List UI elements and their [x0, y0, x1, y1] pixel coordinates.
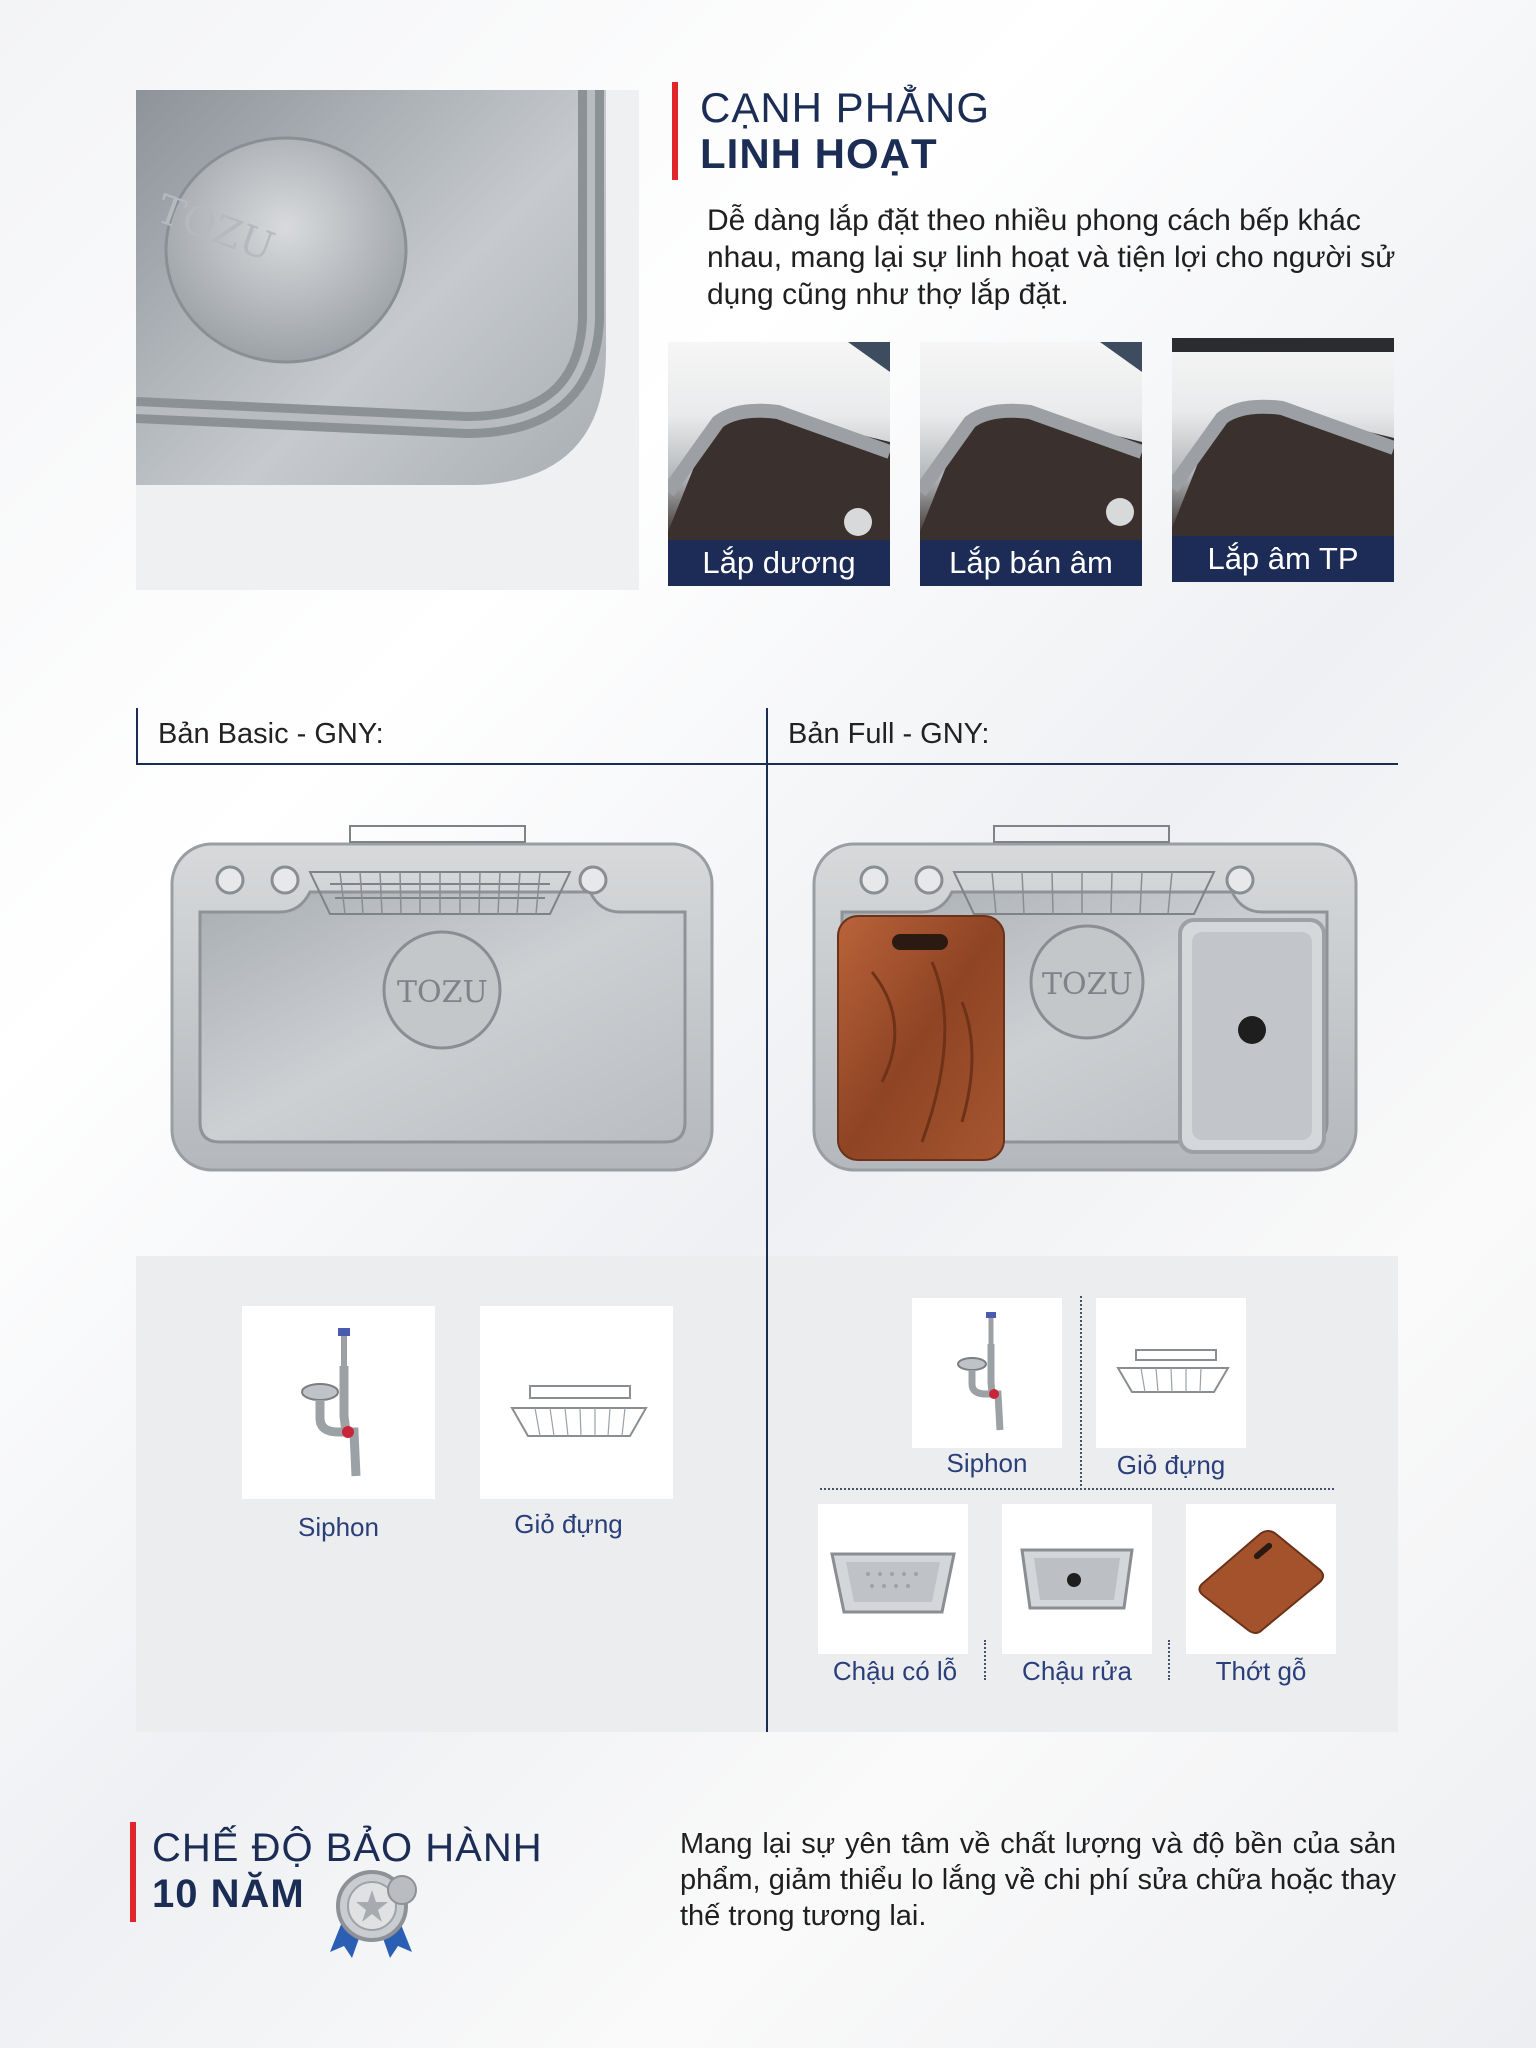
flat-edge-description: Dễ dàng lắp đặt theo nhiều phong cách bếp khác nhau, mang lại sự linh hoạt và tiện lợi cho người sử dụng cũng như thợ lắp đặt.: [707, 204, 1396, 311]
hero-sink-closeup-image: [136, 90, 639, 590]
basket-icon: [1096, 1298, 1246, 1448]
full-siphon-tile: [912, 1298, 1062, 1448]
full-siphon-label: Siphon: [946, 1448, 1028, 1478]
full-wash-basin-tile: [1002, 1504, 1152, 1654]
full-colander-label: Chậu có lỗ: [832, 1656, 958, 1686]
install-card-flush: [1172, 338, 1394, 582]
basic-basket-label: Giỏ đựng: [514, 1509, 623, 1539]
full-basket-tile: [1096, 1298, 1246, 1448]
full-cutting-board-label: Thớt gỗ: [1215, 1656, 1307, 1686]
basic-sink-image: [170, 822, 715, 1172]
sink-illustration: [812, 822, 1360, 1172]
basic-siphon-tile: [242, 1306, 435, 1499]
basket-icon: [480, 1306, 673, 1499]
install-label-flush: Lắp âm TP: [1172, 536, 1394, 582]
basic-basket-tile: [480, 1306, 673, 1499]
full-colander-tile: [818, 1504, 968, 1654]
dotted-separator: [1168, 1640, 1170, 1680]
cutting-board-icon: [1186, 1504, 1336, 1654]
siphon-icon: [242, 1306, 435, 1499]
full-cutting-board-tile: [1186, 1504, 1336, 1654]
dotted-separator: [820, 1488, 1334, 1490]
warranty-description: Mang lại sự yên tâm về chất lượng và độ bền của sản phẩm, giảm thiểu lo lắng về chi phí sửa chữa hoặc thay thế trong tương lai.: [680, 1828, 1396, 1932]
warranty-accent-bar: [130, 1822, 136, 1922]
flat-edge-title-line2: LINH HOẠT: [700, 130, 938, 177]
wash-basin-icon: [1002, 1504, 1152, 1654]
install-card-surface: [668, 342, 890, 586]
sink-illustration: [170, 822, 715, 1172]
full-sink-image: [812, 822, 1360, 1172]
warranty-title-line1: CHẾ ĐỘ BẢO HÀNH: [152, 1826, 543, 1870]
basic-version-title: Bản Basic - GNY:: [158, 718, 384, 750]
full-wash-basin-label: Chậu rửa: [1022, 1656, 1132, 1686]
svg-text:TOZU: TOZU: [397, 975, 488, 1010]
basic-siphon-label: Siphon: [298, 1512, 379, 1542]
medal-icon: [320, 1860, 420, 1960]
siphon-icon: [912, 1298, 1062, 1448]
install-label-semi-recessed: Lắp bán âm: [920, 540, 1142, 586]
title-accent-bar: [672, 82, 678, 180]
install-label-surface: Lắp dương: [668, 540, 890, 586]
dotted-separator: [1080, 1296, 1082, 1486]
svg-text:TOZU: TOZU: [1042, 967, 1133, 1002]
full-basket-label: Giỏ đựng: [1116, 1450, 1226, 1480]
basic-header-divider: [136, 708, 138, 764]
dotted-separator: [984, 1640, 986, 1680]
warranty-medal-icon: [320, 1860, 420, 1960]
warranty-title-line2: 10 NĂM: [152, 1872, 305, 1916]
install-card-semi-recessed: [920, 342, 1142, 586]
colander-tray-icon: [818, 1504, 968, 1654]
full-version-title: Bản Full - GNY:: [788, 718, 990, 750]
sink-corner-illustration: [136, 90, 639, 590]
svg-text:TOZU: TOZU: [150, 186, 281, 271]
flat-edge-title-line1: CẠNH PHẲNG: [700, 84, 991, 131]
